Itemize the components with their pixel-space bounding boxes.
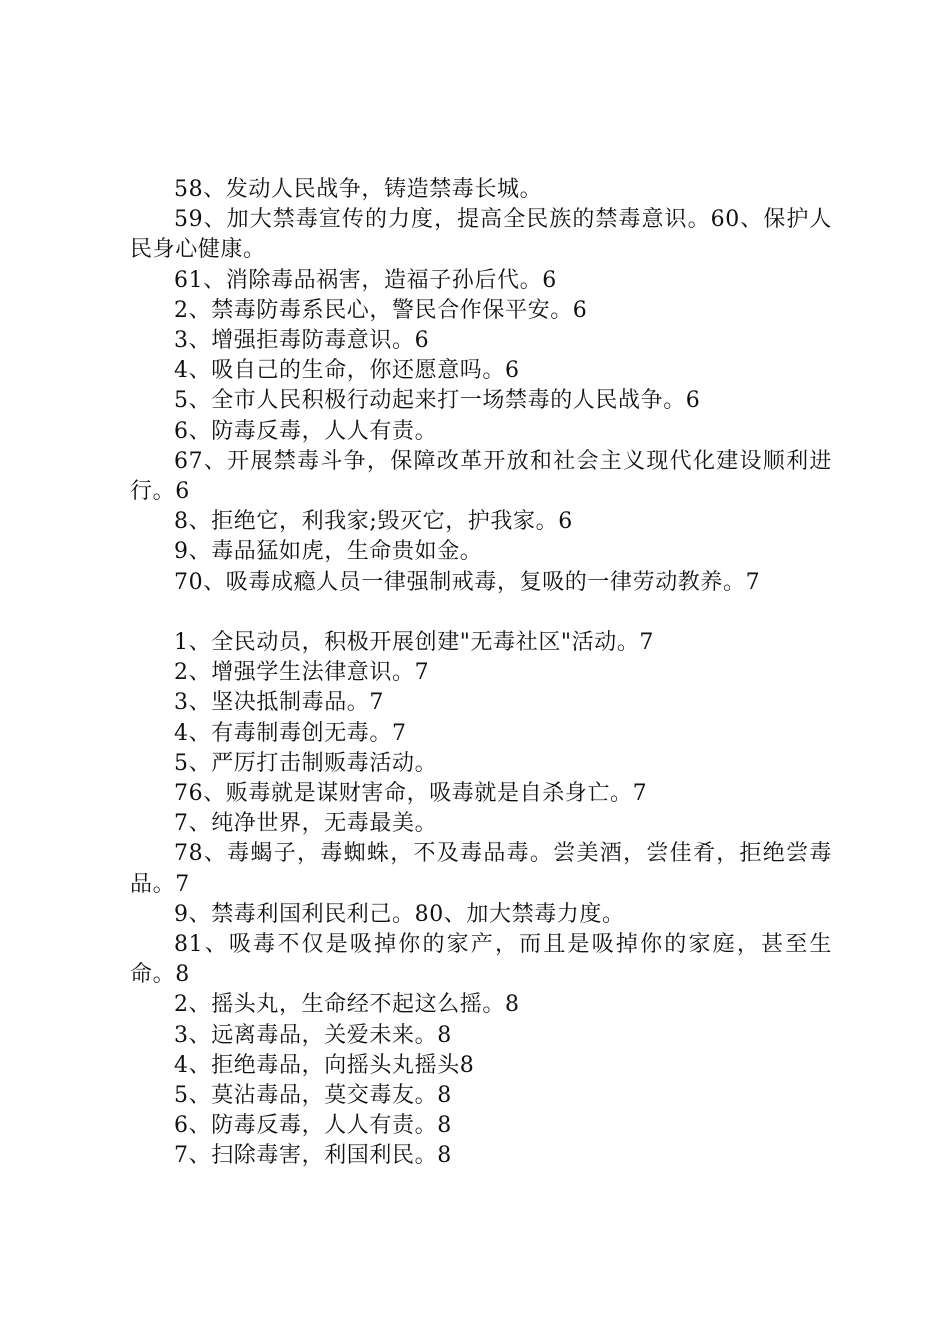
paragraph-59-60: 59、加大禁毒宣传的力度，提高全民族的禁毒意识。60、保护人民身心健康。	[130, 207, 832, 263]
paragraph-84: 4、拒绝毒品，向摇头丸摇头8	[174, 1052, 475, 1078]
paragraph-68: 8、拒绝它，利我家;毁灭它，护我家。6	[174, 509, 573, 535]
paragraph-83: 3、远离毒品，关爱未来。8	[174, 1022, 452, 1048]
paragraph-73: 3、坚决抵制毒品。7	[174, 690, 384, 716]
paragraph-65: 5、全市人民积极行动起来打一场禁毒的人民战争。6	[174, 388, 701, 414]
paragraph-87: 7、扫除毒害，利国利民。8	[174, 1143, 452, 1169]
paragraph-62: 2、禁毒防毒系民心，警民合作保平安。6	[174, 297, 588, 323]
paragraph-74: 4、有毒制毒创无毒。7	[174, 720, 407, 746]
paragraph-85: 5、莫沾毒品，莫交毒友。8	[174, 1083, 452, 1109]
paragraph-72: 2、增强学生法律意识。7	[174, 660, 430, 686]
paragraph-66: 6、防毒反毒，人人有责。	[174, 418, 438, 444]
paragraph-58: 58、发动人民战争，铸造禁毒长城。	[174, 177, 543, 202]
paragraph-67: 67、开展禁毒斗争，保障改革开放和社会主义现代化建设顺利进行。6	[130, 448, 832, 505]
blank-line	[130, 598, 832, 628]
document-body	[130, 175, 832, 1172]
paragraph-70: 70、吸毒成瘾人员一律强制戒毒，复吸的一律劳动教养。7	[174, 569, 761, 595]
paragraph-64: 4、吸自己的生命，你还愿意吗。6	[174, 358, 520, 384]
paragraph-78: 78、毒蝎子，毒蜘蛛，不及毒品毒。尝美酒，尝佳肴，拒绝尝毒品。7	[130, 841, 832, 897]
paragraph-79-80: 9、禁毒利国利民利己。80、加大禁毒力度。	[174, 901, 625, 927]
paragraph-61: 61、消除毒品祸害，造福子孙后代。6	[174, 267, 557, 293]
paragraph-81: 81、吸毒不仅是吸掉你的家产，而且是吸掉你的家庭，甚至生命。8	[130, 932, 832, 988]
paragraph-63: 3、增强拒毒防毒意识。6	[174, 328, 430, 354]
paragraph-75: 5、严厉打击制贩毒活动。	[174, 750, 438, 776]
paragraph-71: 1、全民动员，积极开展创建"无毒社区"活动。7	[174, 630, 655, 656]
paragraph-69: 9、毒品猛如虎，生命贵如金。	[174, 539, 483, 565]
paragraph-76: 76、贩毒就是谋财害命，吸毒就是自杀身亡。7	[174, 781, 648, 807]
paragraph-82: 2、摇头丸，生命经不起这么摇。8	[174, 992, 520, 1018]
paragraph-86: 6、防毒反毒，人人有责。8	[174, 1113, 452, 1139]
paragraph-77: 7、纯净世界，无毒最美。	[174, 811, 438, 837]
